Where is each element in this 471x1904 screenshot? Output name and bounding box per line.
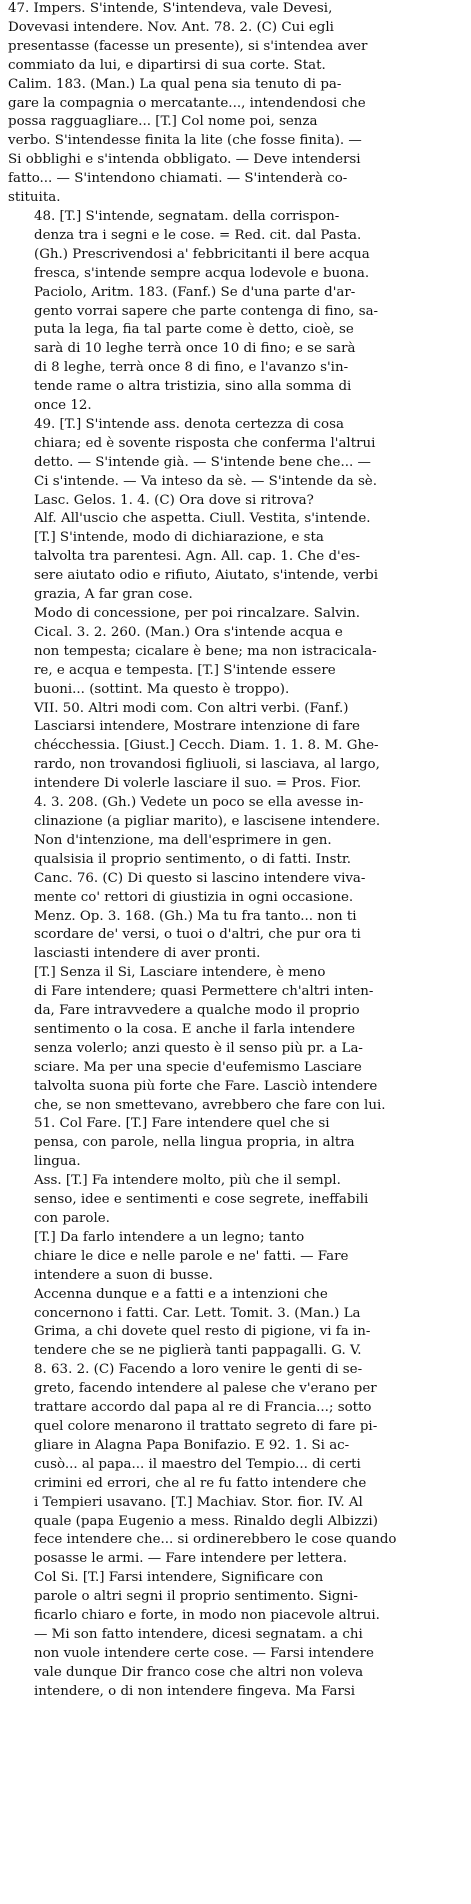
text-line: (Gh.) Prescrivendosi a' febbricitanti il bere acqua bbox=[34, 246, 370, 262]
text-line: Ass. [T.] Fa intendere molto, più che il sempl. bbox=[34, 1173, 341, 1189]
entry-paragraph bbox=[8, 1229, 459, 1286]
text-line: [T.] Senza il Si, Lasciare intendere, è meno bbox=[34, 965, 326, 981]
text-line: di 8 leghe, terrà once 8 di fino, e l'avanzo s'in- bbox=[34, 360, 349, 376]
text-line: gento vorrai sapere che parte contenga di fino, sa- bbox=[34, 303, 379, 319]
text-line: 47. Impers. S'intende, S'intendeva, vale Devesi, bbox=[8, 1, 333, 16]
text-line: pensa, con parole, nella lingua propria, in altra bbox=[34, 1135, 355, 1151]
text-line: trattare accordo dal papa al re di Francia...; sotto bbox=[34, 1400, 372, 1416]
text-line: quale (papa Eugenio a mess. Rinaldo degli Albizzi) bbox=[34, 1513, 378, 1529]
text-line: Accenna dunque e a fatti e a intenzioni che bbox=[34, 1286, 328, 1302]
text-line: Menz. Op. 3. 168. (Gh.) Ma tu fra tanto... non ti bbox=[34, 908, 357, 924]
text-line: mente co' rettori di giustizia in ogni occasione. bbox=[34, 889, 354, 905]
text-line: grazia, A far gran cose. bbox=[34, 587, 193, 603]
text-line: che, se non smettevano, avrebbero che fare con lui. bbox=[34, 1097, 386, 1113]
text-line: tende rame o altra tristizia, sino alla somma di bbox=[34, 379, 352, 395]
text-line: senso, idee e sentimenti e cose segrete, ineffabili bbox=[34, 1192, 369, 1208]
text-line: VII. 50. Altri modi com. Con altri verbi. (Fanf.) bbox=[34, 700, 349, 716]
entry-paragraph bbox=[8, 832, 459, 964]
text-line: Modo di concessione, per poi rincalzare. Salvin. bbox=[34, 606, 360, 621]
text-line: 8. 63. 2. (C) Facendo a loro venire le genti di se- bbox=[34, 1362, 363, 1378]
text-line: lingua. bbox=[34, 1154, 81, 1170]
text-line: qualsisia il proprio sentimento, o di fatti. Instr. bbox=[34, 851, 352, 867]
text-line: sentimento o la cosa. E anche il farla intendere bbox=[34, 1021, 356, 1037]
text-line: — Mi son fatto intendere, dicesi segnatam. a chi bbox=[34, 1626, 363, 1642]
text-line: fatto... — S'intendono chiamati. — S'intenderà co- bbox=[8, 171, 348, 187]
text-line: Paciolo, Aritm. 183. (Fanf.) Se d'una parte d'ar- bbox=[34, 284, 356, 300]
text-line: [T.] S'intende, modo di dichiarazione, e sta bbox=[34, 530, 324, 546]
text-line: i Tempieri usavano. [T.] Machiav. Stor. fior. IV. Al bbox=[34, 1494, 363, 1510]
text-line: presentasse (facesse un presente), si s'intendea aver bbox=[8, 38, 368, 54]
text-line: con parole. bbox=[34, 1211, 110, 1226]
text-line: chécchessia. [Giust.] Cecch. Diam. 1. 1. 8. M. Ghe- bbox=[34, 738, 379, 754]
text-line: Non d'intenzione, ma dell'esprimere in gen. bbox=[34, 832, 332, 848]
text-line: 48. [T.] S'intende, segnatam. della corrispon- bbox=[34, 208, 340, 224]
text-line: Lasc. Gelos. 1. 4. (C) Ora dove si ritrova? bbox=[34, 492, 314, 508]
text-line: lasciasti intendere di aver pronti. bbox=[34, 946, 261, 962]
text-line: intendere a suon di busse. bbox=[34, 1267, 213, 1283]
text-line: fresca, s'intende sempre acqua lodevole e buona. bbox=[34, 265, 370, 281]
text-line: possa ragguagliare... [T.] Col nome poi, senza bbox=[8, 114, 318, 130]
text-line: concernono i fatti. Car. Lett. Tomit. 3. (Man.) La bbox=[34, 1305, 361, 1321]
text-line: Grima, a chi dovete quel resto di pigione, vi fa in- bbox=[34, 1324, 371, 1340]
text-line: senza volerlo; anzi questo è il senso più pr. a La- bbox=[34, 1040, 363, 1056]
text-line: parole o altri segni il proprio sentimento. Signi- bbox=[34, 1589, 358, 1605]
text-line: commiato da lui, e dipartirsi di sua corte. Stat. bbox=[8, 57, 326, 73]
entry-paragraph bbox=[8, 1115, 459, 1172]
entry-paragraph bbox=[8, 605, 459, 700]
text-line: di Fare intendere; quasi Permettere ch'altri inten- bbox=[34, 984, 374, 1000]
text-line: sarà di 10 leghe terrà once 10 di fino; e se sarà bbox=[34, 341, 356, 357]
text-line: Dovevasi intendere. Nov. Ant. 78. 2. (C) Cui egli bbox=[8, 19, 334, 35]
text-line: stituita. bbox=[8, 190, 61, 206]
text-line: Lasciarsi intendere, Mostrare intenzione di fare bbox=[34, 719, 360, 735]
text-line: puta la lega, fia tal parte come è detto, cioè, se bbox=[34, 322, 354, 338]
text-line: Calim. 183. (Man.) La qual pena sia tenuto di pa- bbox=[8, 76, 342, 92]
text-line: crimini ed errori, che al re fu fatto intendere che bbox=[34, 1475, 367, 1491]
text-line: da, Fare intravvedere a qualche modo il proprio bbox=[34, 1003, 360, 1019]
text-line: chiare le dice e nelle parole e ne' fatti. — Fare bbox=[34, 1248, 349, 1264]
text-line: sciare. Ma per una specie d'eufemismo Lasciare bbox=[34, 1059, 362, 1075]
text-line: rardo, non trovandosi figliuoli, si lasciava, al largo, bbox=[34, 757, 380, 773]
text-line: tendere che se ne piglierà tanti pappagalli. G. V. bbox=[34, 1343, 362, 1359]
text-line: Canc. 76. (C) Di questo si lascino intendere viva- bbox=[34, 870, 366, 886]
text-line: talvolta tra parentesi. Agn. All. cap. 1. Che d'es- bbox=[34, 549, 361, 565]
text-line: intendere, o di non intendere fingeva. Ma Farsi bbox=[34, 1683, 356, 1699]
text-line: [T.] Da farlo intendere a un legno; tanto bbox=[34, 1229, 305, 1245]
text-line: detto. — S'intende già. — S'intende bene che... — bbox=[34, 454, 371, 470]
text-line: Alf. All'uscio che aspetta. Ciull. Vestita, s'intende. bbox=[34, 511, 371, 527]
text-line: once 12. bbox=[34, 398, 92, 414]
text-line: greto, facendo intendere al palese che v'erano per bbox=[34, 1381, 377, 1397]
text-line: Si obblighi e s'intenda obbligato. — Deve intendersi bbox=[8, 152, 361, 168]
text-line: Col Si. [T.] Farsi intendere, Significare con bbox=[34, 1570, 324, 1586]
text-line: cusò... al papa... il maestro del Tempio... di certi bbox=[34, 1456, 361, 1472]
text-line: quel colore menarono il trattato segreto di fare pi- bbox=[34, 1418, 378, 1434]
entry-paragraph bbox=[8, 964, 459, 1115]
text-line: Cical. 3. 2. 260. (Man.) Ora s'intende acqua e bbox=[34, 624, 343, 640]
entry-paragraph bbox=[8, 492, 459, 530]
text-line: clinazione (a pigliar marito), e lascisene intendere. bbox=[34, 813, 381, 829]
entry-paragraph bbox=[8, 208, 459, 416]
entry-paragraph bbox=[8, 1286, 459, 1570]
text-line: non tempesta; cicalare è bene; ma non istracicala- bbox=[34, 643, 377, 659]
text-line: Ci s'intende. — Va inteso da sè. — S'intende da sè. bbox=[34, 473, 377, 489]
text-line: denza tra i segni e le cose. = Red. cit. dal Pasta. bbox=[34, 227, 362, 243]
entry-paragraph bbox=[8, 700, 459, 832]
text-line: buoni... (sottint. Ma questo è troppo). bbox=[34, 681, 290, 697]
text-line: ficarlo chiaro e forte, in modo non piacevole altrui. bbox=[34, 1608, 380, 1624]
entry-paragraph bbox=[8, 416, 459, 492]
text-line: scordare de' versi, o tuoi o d'altri, che pur ora ti bbox=[34, 927, 361, 943]
text-line: fece intendere che... si ordinerebbero le cose quando bbox=[34, 1532, 397, 1548]
text-line: non vuole intendere certe cose. — Farsi intendere bbox=[34, 1645, 374, 1661]
entry-paragraph bbox=[8, 1172, 459, 1229]
text-line: intendere Di volerle lasciare il suo. = Pros. Fior. bbox=[34, 776, 362, 792]
entry-paragraph bbox=[8, 1569, 459, 1701]
text-line: talvolta suona più forte che Fare. Lasciò intendere bbox=[34, 1078, 378, 1094]
text-line: 4. 3. 208. (Gh.) Vedete un poco se ella avesse in- bbox=[34, 795, 364, 811]
text-line: re, e acqua e tempesta. [T.] S'intende essere bbox=[34, 662, 336, 678]
text-line: verbo. S'intendesse finita la lite (che fosse finita). — bbox=[8, 133, 362, 149]
text-line: 49. [T.] S'intende ass. denota certezza di cosa bbox=[34, 416, 344, 432]
text-line: chiara; ed è sovente risposta che conferma l'altrui bbox=[34, 435, 376, 451]
text-line: 51. Col Fare. [T.] Fare intendere quel che si bbox=[34, 1116, 330, 1132]
text-line: vale dunque Dir franco cose che altri non voleva bbox=[34, 1664, 364, 1680]
text-line: posasse le armi. — Fare intendere per lettera. bbox=[34, 1551, 347, 1567]
text-line: gare la compagnia o mercatante..., intendendosi che bbox=[8, 95, 366, 111]
entry-paragraph bbox=[8, 0, 459, 208]
text-line: sere aiutato odio e rifiuto, Aiutato, s'intende, verbi bbox=[34, 568, 378, 584]
text-line: gliare in Alagna Papa Bonifazio. E 92. 1. Si ac- bbox=[34, 1437, 350, 1453]
entry-paragraph bbox=[8, 529, 459, 605]
